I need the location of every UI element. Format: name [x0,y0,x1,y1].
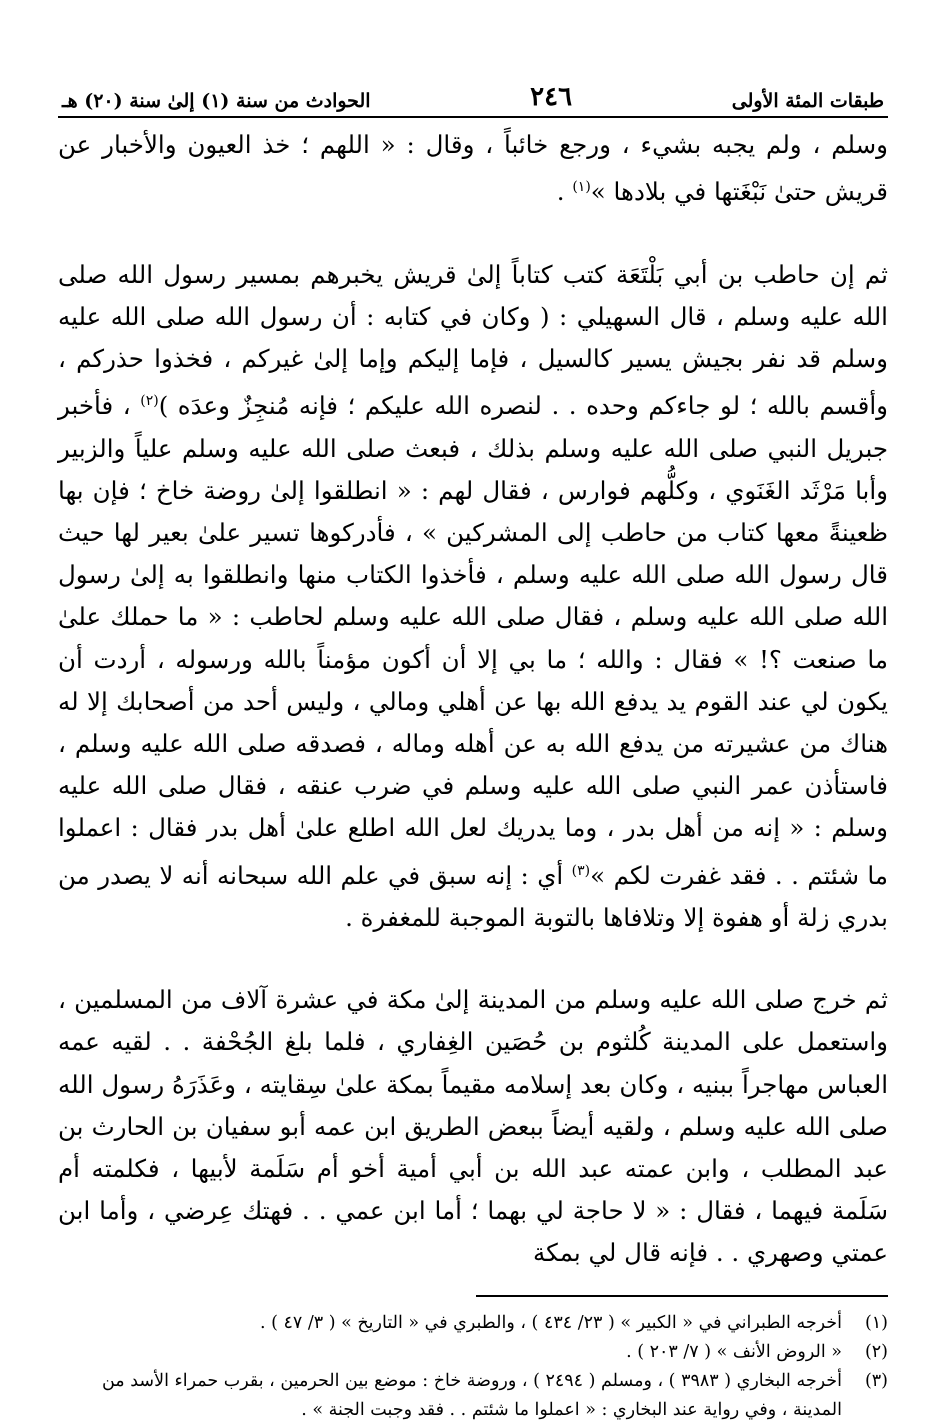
page-number: ٢٤٦ [530,82,573,112]
footnote-number: (٢) [864,1341,888,1362]
footnote-number: (١) [864,1312,888,1333]
footnote-item [58,1338,888,1367]
section-title: الحوادث من سنة (١) إلىٰ سنة (٢٠) هـ [62,90,371,112]
footnote-item [58,1367,888,1425]
paragraph-1-text: وسلم ، ولم يجبه بشيء ، ورجع خائباً ، وقال : « اللهم ؛ خذ العيون والأخبار عن قريش حتىٰ نَبْغَتها في بلادها » [58,130,888,207]
paragraph-2-end: أي : إنه سبق في علم الله سبحانه أنه لا يصدر من بدري زلة أو هفوة إلا وتلافاها بالتوبة الموجبة للمغفرة . [58,860,888,932]
paragraph-2 [58,254,888,940]
footnote-number: (٣) [864,1370,888,1391]
footnote-ref-3: (٣) [571,862,591,879]
paragraph-2-middle: ، فأخبر جبريل النبي صلى الله عليه وسلم بذلك ، فبعث صلى الله عليه وسلم علياً والزبير وأبا مَرْثَد الغَنَوي ، وكلُّهم فوارس ، فقال لهم : « انطلقوا إلىٰ روضة خاخ ؛ فإن بها ظعينةً معها كتاب من حاطب إلى المشركين » ، فأدركوها تسير علىٰ بعير لها حيث قال رسول الله صلى الله عليه وسلم ، فأخذوا الكتاب منها وانطلقوا به إلىٰ رسول الله صلى الله عليه وسلم ، فقال صلى الله عليه وسلم لحاطب : « ما حملك علىٰ ما صنعت ؟! » فقال : والله ؛ ما بي إلا أن أكون مؤمناً بالله ورسوله ، أردت أن يكون لي عند القوم يد يدفع الله بها عن أهلي ومالي ، وليس أحد من أصحابك إلا له هناك من عشيرته من يدفع الله به عن أهله وماله ، فصدقه صلى الله عليه وسلم ، فاستأذن عمر النبي صلى الله عليه وسلم في ضرب عنقه ، فقال صلى الله عليه وسلم : « إنه من أهل بدر ، وما يدريك لعل الله اطلع علىٰ أهل بدر فقال : اعملوا ما شئتم . . فقد غفرت لكم » [58,391,889,890]
running-header [58,72,888,118]
footnote-divider [476,1295,888,1297]
footnote-item [58,1309,888,1338]
paragraph-2-text: ثم إن حاطب بن أبي بَلْتَعَة كتب كتاباً إلىٰ قريش يخبرهم بمسير رسول الله صلى الله عليه وسلم ، قال السهيلي : ( وكان في كتابه : أن رسول الله صلى الله عليه وسلم قد نفر بجيش يسير كالسيل ، فإما إليكم وإما إلىٰ غيركم ، فخذوا حذركم ، وأقسم بالله ؛ لو جاءكم وحده . . لنصره الله عليكم ؛ فإنه مُنجِزٌ وعدَه ) [58,259,888,421]
paragraph-3 [58,979,888,1274]
book-title: طبقات المئة الأولى [731,90,884,112]
paragraph-3-text: ثم خرج صلى الله عليه وسلم من المدينة إلىٰ مكة في عشرة آلاف من المسلمين ، واستعمل على المدينة كُلثوم بن حُصَين الغِفاري ، فلما بلغ الجُحْفة . . لقيه عمه العباس مهاجراً ببنيه ، وكان بعد إسلامه مقيماً بمكة علىٰ سِقايته ، وعَذَرَهُ رسول الله صلى الله عليه وسلم ، ولقيه أيضاً ببعض الطريق ابن عمه أبو سفيان بن الحارث بن عبد المطلب ، وابن عمته عبد الله بن أبي أمية أخو أم سَلَمة لأبيها ، فكلمته أم سَلَمة فيهما ، فقال : « لا حاجة لي بهما ؛ أما ابن عمي . . فهتك عِرضي ، وأما ابن عمتي وصهري . . فإنه قال لي بمكة [58,985,888,1268]
footnote-text: أخرجه الطبراني في « الكبير » ( ٢٣/ ٤٣٤ ) ، والطبري في « التاريخ » ( ٣/ ٤٧ ) . [259,1312,842,1333]
paragraph-1-tail: . [556,177,573,207]
footnote-ref-1: (١) [572,179,591,196]
paragraph-1 [58,124,888,214]
footnote-ref-2: (٢) [140,393,159,410]
footnote-text: « الروض الأنف » ( ٧/ ٢٠٣ ) . [626,1341,842,1362]
footnotes [58,1309,888,1425]
footnote-text: أخرجه البخاري ( ٣٩٨٣ ) ، ومسلم ( ٢٤٩٤ ) ، وروضة خاخ : موضع بين الحرمين ، بقرب حمراء الأسد من المدينة ، وفي رواية عند البخاري : « اعملوا ما شئتم . . فقد وجبت الجنة » . [101,1370,842,1420]
